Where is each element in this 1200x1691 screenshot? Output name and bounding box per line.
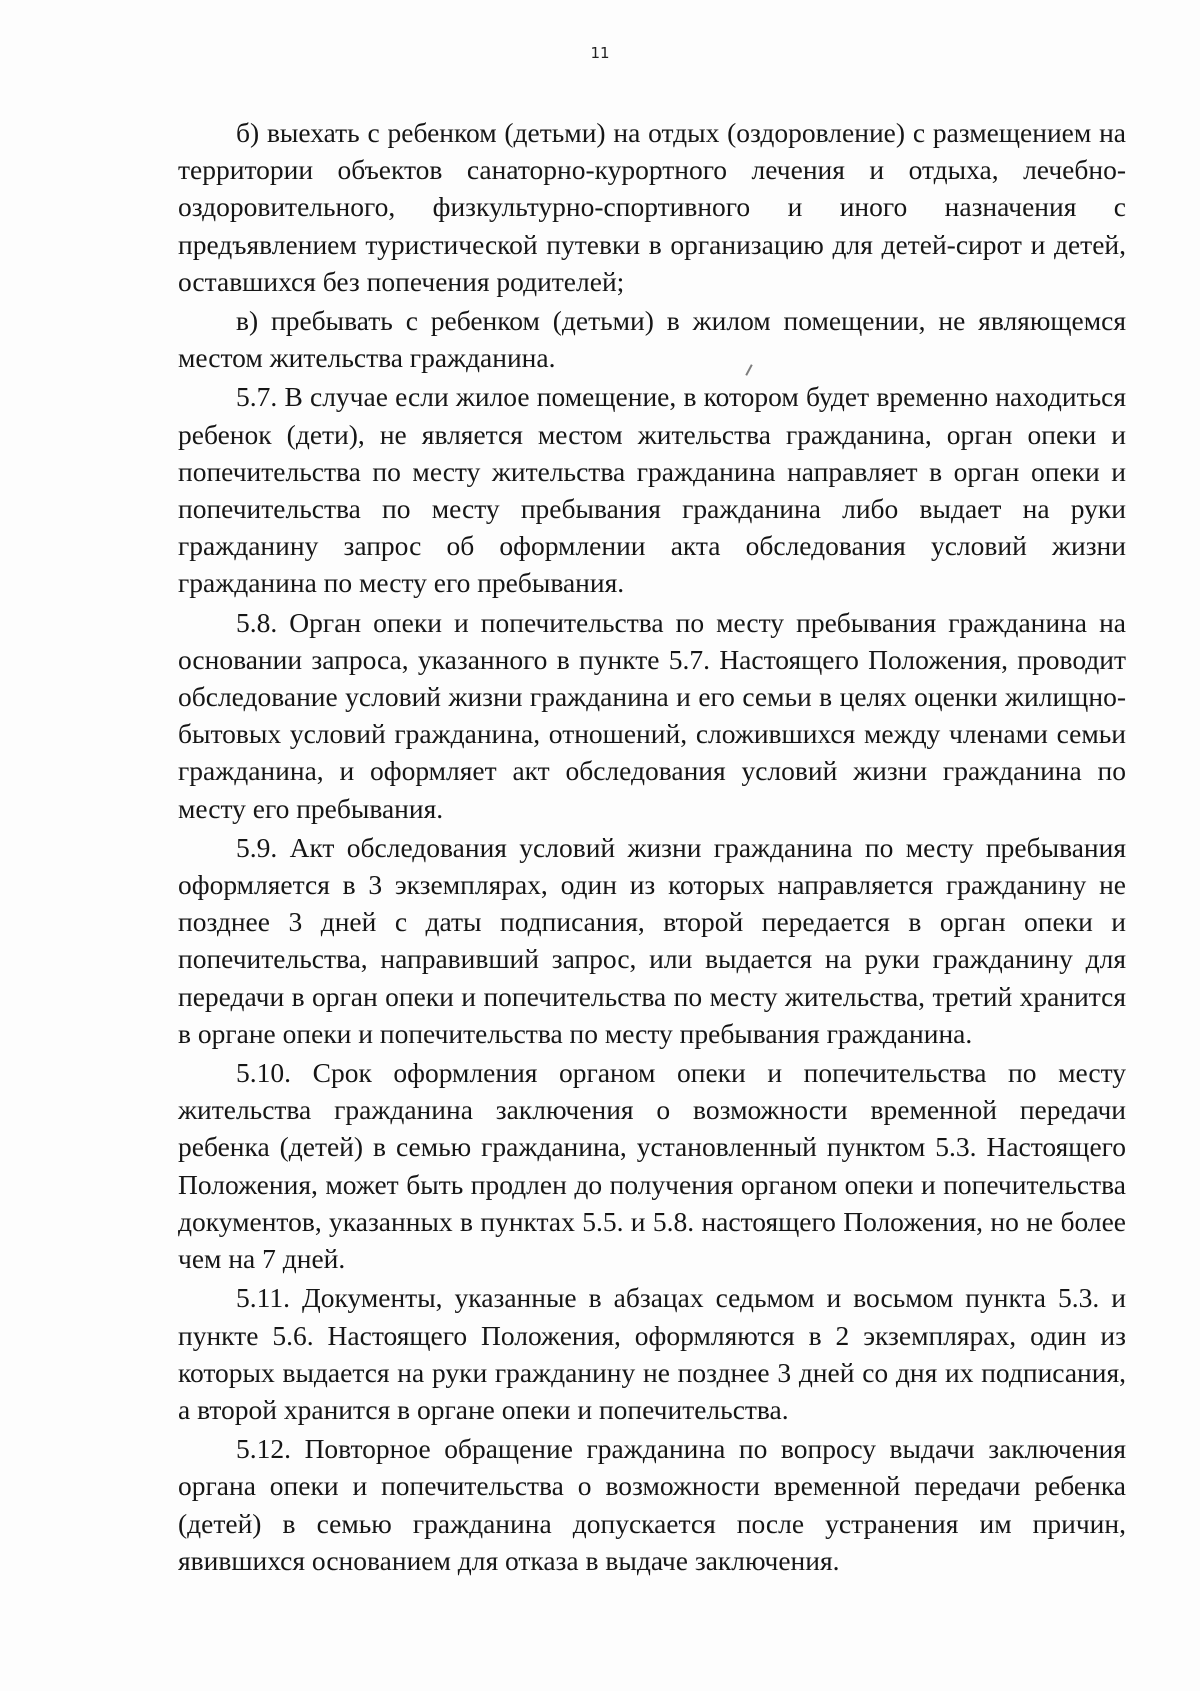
paragraph-5-7: 5.7. В случае если жилое помещение, в котором будет временно находиться ребенок (дети), не является местом жительства гражданина, орган опеки и попечительства по месту жительства гражданина направляет в орган опеки и попечительства по месту пребывания гражданина либо выдает на руки гражданину запрос об оформлении акта обследования условий жизни гражданина по месту его пребывания. bbox=[178, 381, 1126, 599]
paragraph-item-b: б) выехать с ребенком (детьми) на отдых (оздоровление) с размещением на территории объектов санаторно-курортного лечения и отдыха, лечебно-оздоровительного, физкультурно-спортивного и иного назначения с предъявлением туристической путевки в организацию для детей-сирот и детей, оставшихся без попечения родителей; bbox=[178, 117, 1126, 297]
paragraph-5-10: 5.10. Срок оформления органом опеки и попечительства по месту жительства гражданина заключения о возможности временной передачи ребенка (детей) в семью гражданина, установленный пунктом 5.3. Настоящего Положения, может быть продлен до получения органом опеки и попечительства документов, указанных в пунктах 5.5. и 5.8. настоящего Положения, но не более чем на 7 дней. bbox=[178, 1057, 1126, 1275]
paragraph-item-v: в) пребывать с ребенком (детьми) в жилом помещении, не являющемся местом жительства гражданина. bbox=[178, 305, 1126, 374]
page-number: 11 bbox=[590, 44, 610, 62]
paragraph-5-9: 5.9. Акт обследования условий жизни гражданина по месту пребывания оформляется в 3 экземплярах, один из которых направляется гражданину не позднее 3 дней с даты подписания, второй передается в орган опеки и попечительства, направивший запрос, или выдается на руки гражданину для передачи в орган опеки и попечительства по месту жительства, третий хранится в органе опеки и попечительства по месту пребывания гражданина. bbox=[178, 831, 1126, 1049]
paragraph-5-8: 5.8. Орган опеки и попечительства по месту пребывания гражданина на основании запроса, указанного в пункте 5.7. Настоящего Положения, проводит обследование условий жизни гражданина и его семьи в целях оценки жилищно-бытовых условий гражданина, отношений, сложившихся между членами семьи гражданина, и оформляет акт обследования условий жизни гражданина по месту его пребывания. bbox=[178, 606, 1126, 824]
paragraph-5-12: 5.12. Повторное обращение гражданина по вопросу выдачи заключения органа опеки и попечительства о возможности временной передачи ребенка (детей) в семью гражданина допускается после устранения им причин, явившихся основанием для отказа в выдаче заключения. bbox=[178, 1433, 1126, 1576]
paragraph-5-11: 5.11. Документы, указанные в абзацах седьмом и восьмом пункта 5.3. и пункте 5.6. Настоящего Положения, оформляются в 2 экземплярах, один из которых выдается на руки гражданину не позднее 3 дней со дня их подписания, а второй хранится в органе опеки и попечительства. bbox=[178, 1282, 1126, 1425]
document-body bbox=[178, 114, 1126, 1579]
